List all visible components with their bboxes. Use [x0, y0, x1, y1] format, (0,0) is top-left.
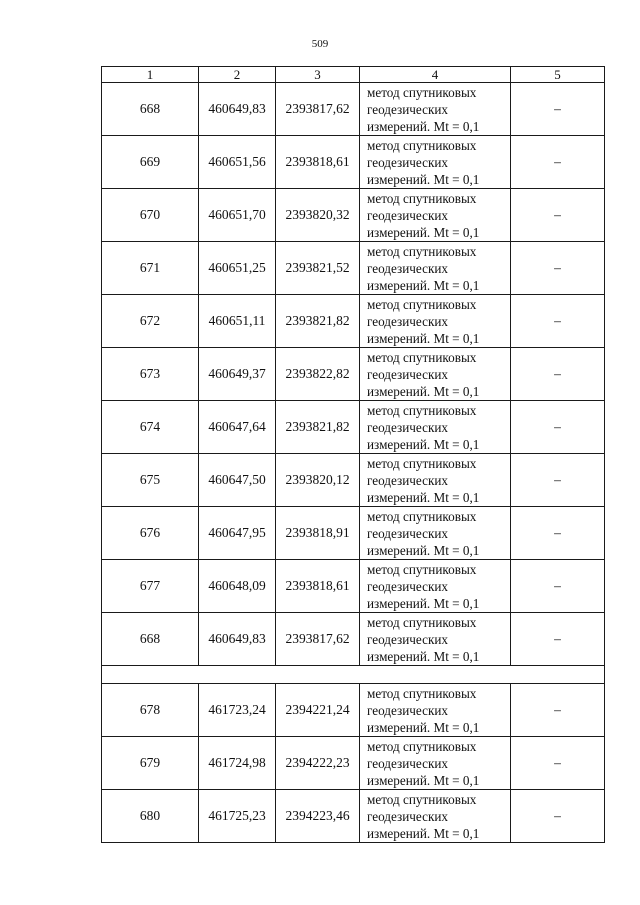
x-coordinate-cell: 460649,83 [199, 613, 276, 666]
table-row [102, 348, 605, 401]
table-row [102, 83, 605, 136]
note-cell: – [511, 454, 605, 507]
method-line: метод спутниковых [367, 402, 477, 418]
point-number-cell: 674 [102, 401, 199, 454]
table-row [102, 613, 605, 666]
header-col-4: 4 [360, 67, 511, 83]
point-number-cell: 680 [102, 790, 199, 843]
method-line: измерений. Mt = 0,1 [367, 330, 480, 346]
page-number: 509 [311, 38, 329, 50]
x-coordinate-cell: 461725,23 [199, 790, 276, 843]
header-row [102, 67, 605, 83]
separator-cell [102, 666, 605, 684]
y-coordinate-cell: 2393818,61 [276, 136, 360, 189]
method-line: геодезических [367, 366, 449, 382]
point-number-cell: 673 [102, 348, 199, 401]
point-number-cell: 678 [102, 684, 199, 737]
note-cell: – [511, 136, 605, 189]
method-line: метод спутниковых [367, 296, 477, 312]
note-cell: – [511, 83, 605, 136]
y-coordinate-cell: 2393817,62 [276, 83, 360, 136]
method-line: измерений. Mt = 0,1 [367, 383, 480, 399]
table-row [102, 790, 605, 843]
method-line: геодезических [367, 755, 449, 771]
table-row [102, 295, 605, 348]
method-line: геодезических [367, 154, 449, 170]
point-number-cell: 676 [102, 507, 199, 560]
header-col-2: 2 [199, 67, 276, 83]
method-line: метод спутниковых [367, 791, 477, 807]
x-coordinate-cell: 460651,70 [199, 189, 276, 242]
note-cell: – [511, 401, 605, 454]
method-line: измерений. Mt = 0,1 [367, 171, 480, 187]
x-coordinate-cell: 461724,98 [199, 737, 276, 790]
method-line: метод спутниковых [367, 349, 477, 365]
method-line: измерений. Mt = 0,1 [367, 772, 480, 788]
coordinates-table [101, 66, 605, 843]
method-line: измерений. Mt = 0,1 [367, 118, 480, 134]
point-number-cell: 677 [102, 560, 199, 613]
method-line: измерений. Mt = 0,1 [367, 277, 480, 293]
header-col-3: 3 [276, 67, 360, 83]
method-line: геодезических [367, 419, 449, 435]
x-coordinate-cell: 460647,64 [199, 401, 276, 454]
note-cell: – [511, 790, 605, 843]
note-cell: – [511, 295, 605, 348]
method-line: измерений. Mt = 0,1 [367, 825, 480, 841]
point-number-cell: 679 [102, 737, 199, 790]
separator-row [102, 666, 605, 684]
method-line: метод спутниковых [367, 508, 477, 524]
y-coordinate-cell: 2393818,61 [276, 560, 360, 613]
method-cell [360, 136, 511, 189]
point-number-cell: 671 [102, 242, 199, 295]
method-cell [360, 737, 511, 790]
method-line: геодезических [367, 472, 449, 488]
y-coordinate-cell: 2393821,82 [276, 401, 360, 454]
y-coordinate-cell: 2393820,12 [276, 454, 360, 507]
method-line: геодезических [367, 101, 449, 117]
point-number-cell: 672 [102, 295, 199, 348]
method-cell [360, 507, 511, 560]
method-cell [360, 189, 511, 242]
note-cell: – [511, 737, 605, 790]
method-line: измерений. Mt = 0,1 [367, 436, 480, 452]
table-row [102, 684, 605, 737]
y-coordinate-cell: 2394222,23 [276, 737, 360, 790]
method-cell [360, 401, 511, 454]
table-row [102, 189, 605, 242]
x-coordinate-cell: 460651,56 [199, 136, 276, 189]
point-number-cell: 669 [102, 136, 199, 189]
method-line: геодезических [367, 631, 449, 647]
y-coordinate-cell: 2393821,52 [276, 242, 360, 295]
y-coordinate-cell: 2393818,91 [276, 507, 360, 560]
method-line: метод спутниковых [367, 561, 477, 577]
method-line: измерений. Mt = 0,1 [367, 542, 480, 558]
x-coordinate-cell: 460647,50 [199, 454, 276, 507]
method-line: измерений. Mt = 0,1 [367, 489, 480, 505]
method-line: геодезических [367, 578, 449, 594]
y-coordinate-cell: 2394223,46 [276, 790, 360, 843]
point-number-cell: 670 [102, 189, 199, 242]
method-line: метод спутниковых [367, 455, 477, 471]
method-line: метод спутниковых [367, 685, 477, 701]
y-coordinate-cell: 2393822,82 [276, 348, 360, 401]
method-cell [360, 83, 511, 136]
y-coordinate-cell: 2394221,24 [276, 684, 360, 737]
method-line: измерений. Mt = 0,1 [367, 595, 480, 611]
x-coordinate-cell: 460651,11 [199, 295, 276, 348]
method-cell [360, 613, 511, 666]
note-cell: – [511, 242, 605, 295]
method-cell [360, 790, 511, 843]
y-coordinate-cell: 2393820,32 [276, 189, 360, 242]
table-row [102, 136, 605, 189]
header-col-5: 5 [511, 67, 605, 83]
method-line: геодезических [367, 260, 449, 276]
point-number-cell: 675 [102, 454, 199, 507]
method-line: метод спутниковых [367, 614, 477, 630]
note-cell: – [511, 684, 605, 737]
table-row [102, 560, 605, 613]
note-cell: – [511, 613, 605, 666]
method-line: измерений. Mt = 0,1 [367, 719, 480, 735]
method-cell [360, 348, 511, 401]
x-coordinate-cell: 460648,09 [199, 560, 276, 613]
y-coordinate-cell: 2393821,82 [276, 295, 360, 348]
method-cell [360, 295, 511, 348]
x-coordinate-cell: 461723,24 [199, 684, 276, 737]
point-number-cell: 668 [102, 613, 199, 666]
table-row [102, 454, 605, 507]
method-line: метод спутниковых [367, 84, 477, 100]
note-cell: – [511, 507, 605, 560]
table-row [102, 507, 605, 560]
method-line: измерений. Mt = 0,1 [367, 648, 480, 664]
method-line: геодезических [367, 313, 449, 329]
method-line: метод спутниковых [367, 137, 477, 153]
table-row [102, 242, 605, 295]
table-row [102, 737, 605, 790]
y-coordinate-cell: 2393817,62 [276, 613, 360, 666]
method-cell [360, 242, 511, 295]
note-cell: – [511, 189, 605, 242]
note-cell: – [511, 348, 605, 401]
table-row [102, 401, 605, 454]
x-coordinate-cell: 460649,37 [199, 348, 276, 401]
method-cell [360, 560, 511, 613]
method-line: геодезических [367, 702, 449, 718]
method-line: измерений. Mt = 0,1 [367, 224, 480, 240]
method-line: метод спутниковых [367, 190, 477, 206]
method-cell [360, 454, 511, 507]
note-cell: – [511, 560, 605, 613]
x-coordinate-cell: 460649,83 [199, 83, 276, 136]
x-coordinate-cell: 460647,95 [199, 507, 276, 560]
method-cell [360, 684, 511, 737]
method-line: метод спутниковых [367, 243, 477, 259]
method-line: геодезических [367, 525, 449, 541]
x-coordinate-cell: 460651,25 [199, 242, 276, 295]
method-line: геодезических [367, 207, 449, 223]
method-line: метод спутниковых [367, 738, 477, 754]
method-line: геодезических [367, 808, 449, 824]
header-col-1: 1 [102, 67, 199, 83]
point-number-cell: 668 [102, 83, 199, 136]
